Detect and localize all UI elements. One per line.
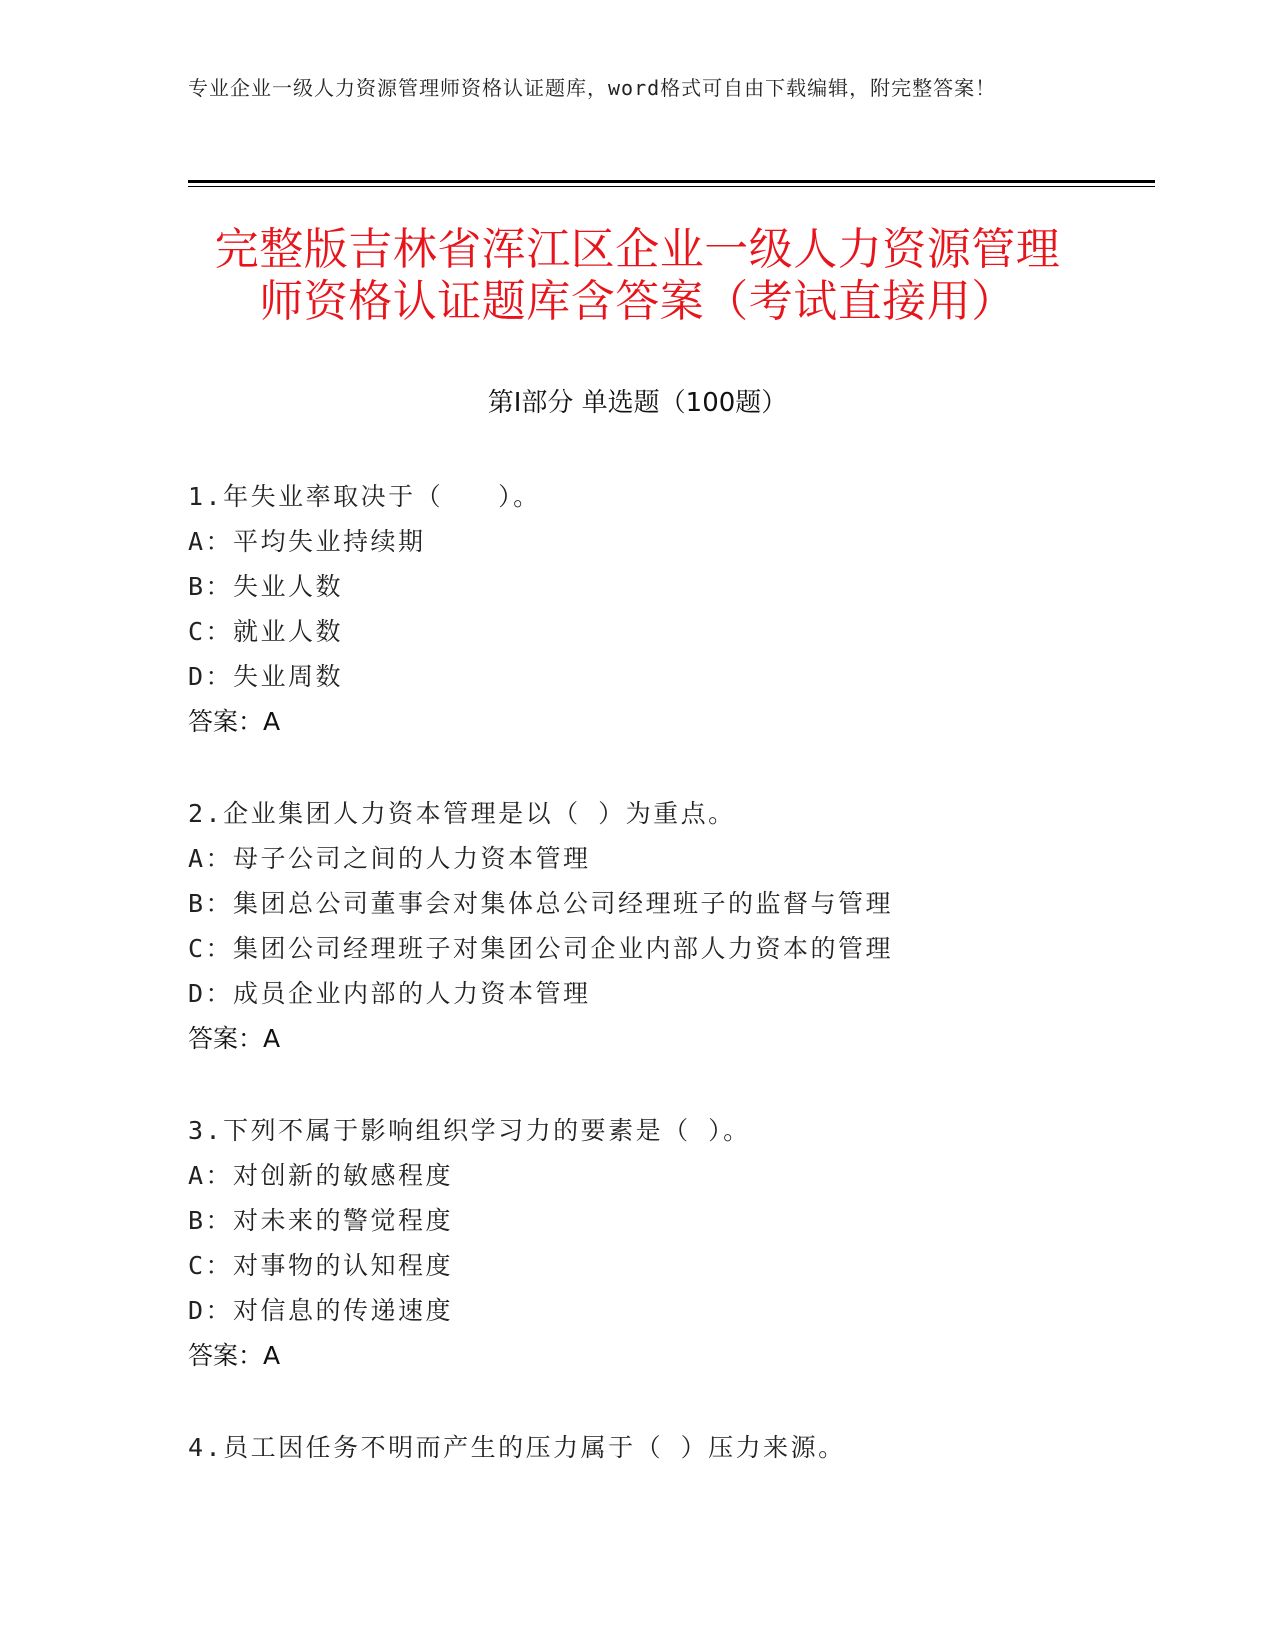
question-stem: 2.企业集团人力资本管理是以（ ）为重点。 xyxy=(188,799,736,828)
question-list xyxy=(188,474,1148,1517)
question-3 xyxy=(188,1108,1148,1378)
section-title: 第Ⅰ部分 单选题（100题） xyxy=(487,388,788,418)
option-a: A：平均失业持续期 xyxy=(188,527,426,556)
header-note: 专业企业一级人力资源管理师资格认证题库，word格式可自由下载编辑，附完整答案！ xyxy=(188,76,997,100)
question-2 xyxy=(188,791,1148,1061)
question-4 xyxy=(188,1425,1148,1470)
answer: 答案：A xyxy=(188,1024,281,1053)
option-c: C：就业人数 xyxy=(188,617,344,646)
header-rule-thick xyxy=(188,180,1155,183)
question-1 xyxy=(188,474,1148,744)
option-d: D：对信息的传递速度 xyxy=(188,1296,454,1325)
option-c: C：对事物的认知程度 xyxy=(188,1251,454,1280)
question-stem: 4.员工因任务不明而产生的压力属于（ ）压力来源。 xyxy=(188,1433,846,1462)
question-stem: 1.年失业率取决于（ ）。 xyxy=(188,482,541,511)
option-d: D：成员企业内部的人力资本管理 xyxy=(188,979,591,1008)
header-rule-thin xyxy=(188,186,1155,187)
option-a: A：母子公司之间的人力资本管理 xyxy=(188,844,591,873)
option-a: A：对创新的敏感程度 xyxy=(188,1161,454,1190)
answer: 答案：A xyxy=(188,1341,281,1370)
document-title-line-1: 完整版吉林省浑江区企业一级人力资源管理 xyxy=(214,224,1061,275)
option-b: B：失业人数 xyxy=(188,572,344,601)
document-title xyxy=(150,224,1125,328)
document-title-line-2: 师资格认证题库含答案（考试直接用） xyxy=(259,276,1016,327)
option-c: C：集团公司经理班子对集团公司企业内部人力资本的管理 xyxy=(188,934,894,963)
option-b: B：对未来的警觉程度 xyxy=(188,1206,454,1235)
answer: 答案：A xyxy=(188,707,281,736)
option-b: B：集团总公司董事会对集体总公司经理班子的监督与管理 xyxy=(188,889,894,918)
option-d: D：失业周数 xyxy=(188,662,344,691)
question-stem: 3.下列不属于影响组织学习力的要素是（ ）。 xyxy=(188,1116,751,1145)
